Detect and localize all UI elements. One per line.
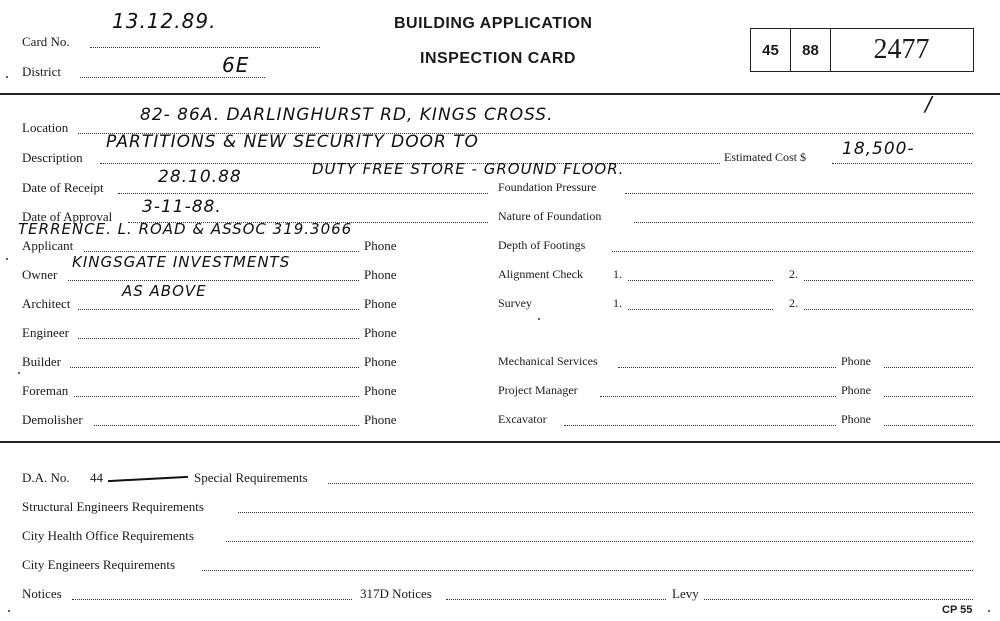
- builder-phone-label: Phone: [364, 354, 397, 369]
- engineer-label: Engineer: [22, 325, 69, 340]
- card-no-line: [90, 46, 320, 48]
- demolisher-label: Demolisher: [22, 412, 83, 427]
- estimated-cost-label: Estimated Cost $: [724, 150, 806, 164]
- foundation-pressure-line: [625, 192, 973, 194]
- owner-value: KINGSGATE INVESTMENTS: [72, 253, 291, 271]
- builder-line: [70, 366, 359, 368]
- nature-foundation-line: [634, 221, 973, 223]
- depth-footings-label: Depth of Footings: [498, 238, 586, 252]
- location-label: Location: [22, 120, 69, 135]
- header-divider: [0, 93, 1000, 95]
- notices-317d-label: 317D Notices: [360, 586, 432, 601]
- levy-line: [704, 598, 973, 600]
- project-manager-line: [600, 395, 836, 397]
- scan-speck: [18, 372, 20, 374]
- architect-label: Architect: [22, 296, 71, 311]
- card-subtitle: INSPECTION CARD: [420, 50, 576, 67]
- excavator-line: [564, 424, 836, 426]
- estimated-cost-value: 18,500-: [842, 139, 915, 159]
- location-value: 82- 86A. DARLINGHURST RD, KINGS CROSS.: [140, 105, 554, 125]
- nature-foundation-label: Nature of Foundation: [498, 209, 602, 223]
- district-label: District: [22, 64, 61, 79]
- engineer-phone-label: Phone: [364, 325, 397, 340]
- structural-requirements-line: [238, 511, 973, 513]
- notices-line: [72, 598, 352, 600]
- levy-label: Levy: [672, 586, 699, 601]
- da-no-handwritten-line: [108, 476, 188, 482]
- mechanical-services-line: [618, 366, 836, 368]
- alignment-1-label: 1.: [613, 267, 622, 281]
- ref-box-2: 88: [791, 29, 831, 71]
- description-label: Description: [22, 150, 83, 165]
- description-line1: PARTITIONS & NEW SECURITY DOOR TO: [106, 132, 479, 152]
- special-requirements-line: [328, 482, 973, 484]
- survey-1-label: 1.: [613, 296, 622, 310]
- owner-label: Owner: [22, 267, 58, 282]
- alignment-1-line: [628, 279, 773, 281]
- ref-box-1: 45: [751, 29, 791, 71]
- requirements-divider: [0, 441, 1000, 443]
- reference-number-box: [750, 28, 974, 72]
- mechanical-phone-label: Phone: [841, 354, 871, 368]
- project-manager-phone-line: [884, 395, 973, 397]
- applicant-value: TERRENCE. L. ROAD & ASSOC 319.3066: [18, 220, 353, 238]
- date-receipt-line: [118, 192, 488, 194]
- alignment-2-label: 2.: [789, 267, 798, 281]
- foreman-label: Foreman: [22, 383, 69, 398]
- description-line2: DUTY FREE STORE - GROUND FLOOR.: [312, 160, 625, 178]
- date-approval-label: Date of Approval: [22, 209, 113, 224]
- form-code: CP 55: [942, 604, 973, 616]
- mechanical-phone-line: [884, 366, 973, 368]
- card-title: BUILDING APPLICATION: [394, 15, 593, 32]
- city-engineers-label: City Engineers Requirements: [22, 557, 176, 572]
- scan-speck: [6, 258, 8, 260]
- depth-footings-line: [612, 250, 973, 252]
- date-receipt-value: 28.10.88: [158, 167, 242, 187]
- alignment-2-line: [804, 279, 973, 281]
- engineer-line: [78, 337, 359, 339]
- foreman-phone-label: Phone: [364, 383, 397, 398]
- applicant-label: Applicant: [22, 238, 74, 253]
- survey-label: Survey: [498, 296, 532, 310]
- health-requirements-line: [226, 540, 973, 542]
- date-receipt-label: Date of Receipt: [22, 180, 104, 195]
- mechanical-services-label: Mechanical Services: [498, 354, 598, 368]
- district-value: 6E: [222, 53, 250, 77]
- survey-1-line: [628, 308, 773, 310]
- scan-speck: [6, 76, 8, 78]
- health-requirements-label: City Health Office Requirements: [22, 528, 194, 543]
- ref-box-3: 2477: [873, 34, 930, 65]
- applicant-phone-label: Phone: [364, 238, 397, 253]
- scan-speck: [8, 610, 10, 612]
- notices-label: Notices: [22, 586, 62, 601]
- notices-317d-line: [446, 598, 666, 600]
- alignment-check-label: Alignment Check: [498, 267, 583, 281]
- foundation-pressure-label: Foundation Pressure: [498, 180, 597, 194]
- demolisher-phone-label: Phone: [364, 412, 397, 427]
- city-engineers-line: [202, 569, 973, 571]
- foreman-line: [74, 395, 359, 397]
- survey-2-label: 2.: [789, 296, 798, 310]
- location-mark: /: [925, 92, 933, 116]
- date-approval-value: 3-11-88.: [142, 197, 222, 217]
- project-manager-label: Project Manager: [498, 383, 578, 397]
- applicant-line: [84, 250, 359, 252]
- architect-phone-label: Phone: [364, 296, 397, 311]
- estimated-cost-line: [832, 162, 972, 164]
- survey-2-line: [804, 308, 973, 310]
- project-manager-phone-label: Phone: [841, 383, 871, 397]
- builder-label: Builder: [22, 354, 61, 369]
- architect-line: [78, 308, 359, 310]
- scan-speck: [988, 610, 990, 612]
- excavator-label: Excavator: [498, 412, 547, 426]
- da-no-label: D.A. No.: [22, 470, 70, 485]
- owner-phone-label: Phone: [364, 267, 397, 282]
- card-no-value: 13.12.89.: [112, 9, 217, 33]
- demolisher-line: [94, 424, 359, 426]
- excavator-phone-label: Phone: [841, 412, 871, 426]
- architect-value: AS ABOVE: [122, 282, 207, 300]
- card-no-label: Card No.: [22, 34, 70, 49]
- excavator-phone-line: [884, 424, 973, 426]
- owner-line: [68, 279, 359, 281]
- da-no-value: 44: [90, 470, 103, 485]
- special-requirements-label: Special Requirements: [194, 470, 308, 485]
- structural-requirements-label: Structural Engineers Requirements: [22, 499, 204, 514]
- scan-speck: [538, 318, 540, 320]
